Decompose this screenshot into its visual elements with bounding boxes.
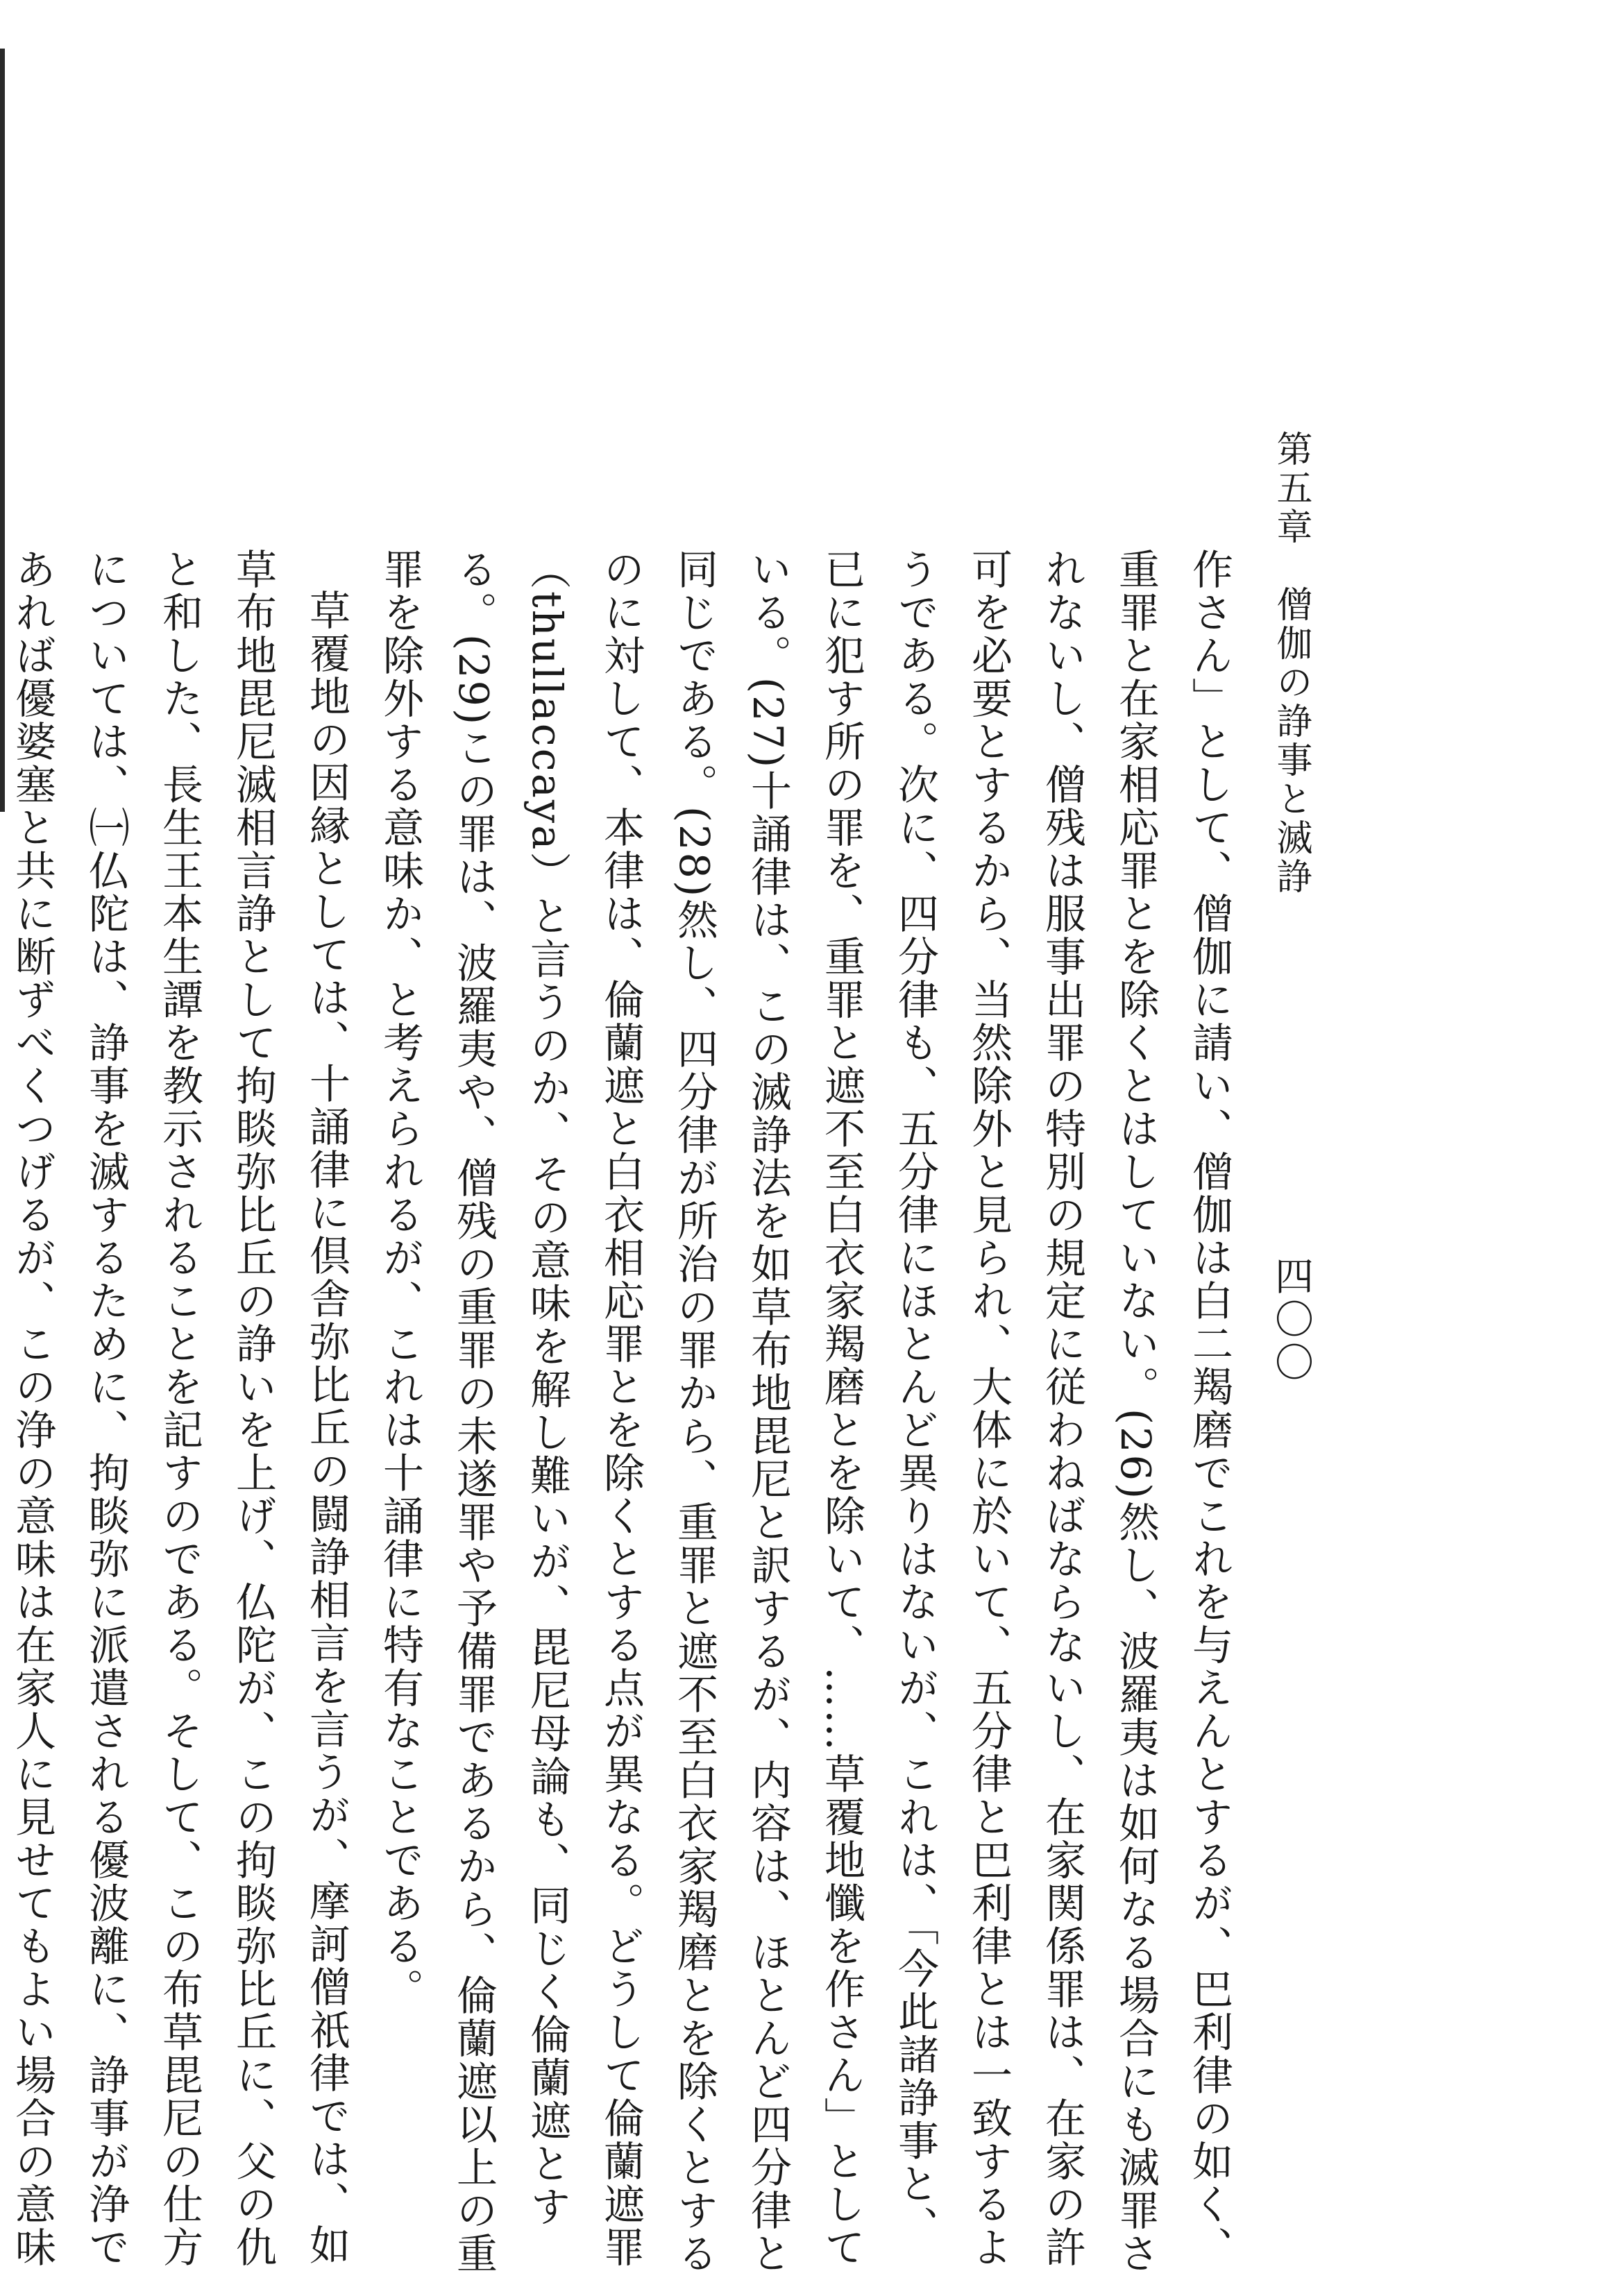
paragraph: 草覆地の因縁としては、十誦律に倶舎弥比丘の闘諍相言を言うが、摩訶僧祇律では、如草布地毘尼滅相言諍として拘睒弥比丘の諍いを上げ、仏陀が、この拘睒弥比丘に、父の仇と和した、長生王本生譚を教示されることを記すのである。そして、この布草毘尼の仕方については、㈠仏陀は、諍事を滅するために、拘睒弥に派遣される優波離に、諍事が浄であれば優婆塞と共に断ずべくつげるが、この浄の意味は在家人に見せてもよい場合の意味 (8, 548, 350, 2269)
paragraph: 作さん」として、僧伽に請い、僧伽は白二羯磨でこれを与えんとするが、巴利律の如く、重罪と在家相応罪とを除くとはしていない。(26)然し、波羅夷は如何なる場合にも滅罪されないし、僧残は服事出罪の特別の規定に従わねばならないし、在家関係罪は、在家の許可を必要とするから、当然除外と見られ、大体に於いて、五分律と巴利律とは一致するようである。次に、四分律も、五分律にほとんど異りはないが、これは、「今此諸諍事と、已に犯す所の罪を、重罪と遮不至白衣家羯磨とを除いて、……草覆地懺を作さん」としている。(27)十誦律は、この滅諍法を如草布地毘尼と訳するが、内容は、ほとんど四分律と同じである。(28)然し、四分律が所治の罪から、重罪と遮不至白衣家羯磨とを除くとするのに対して、本律は、倫蘭遮と白衣相応罪とを除くとする点が異なる。どうして倫蘭遮罪（thullaccaya）と言うのか、その意味を解し難いが、毘尼母論も、同じく倫蘭遮とする。(29)この罪は、波羅夷や、僧残の重罪の未遂罪や予備罪であるから、倫蘭遮以上の重罪を除外する意味か、と考えられるが、これは十誦律に特有なことである。 (376, 548, 1233, 2276)
body-text (8, 548, 1246, 2276)
running-header: 第五章 僧伽の諍事と滅諍 (1270, 430, 1312, 896)
page-number: 四〇〇 (1269, 1256, 1314, 1385)
